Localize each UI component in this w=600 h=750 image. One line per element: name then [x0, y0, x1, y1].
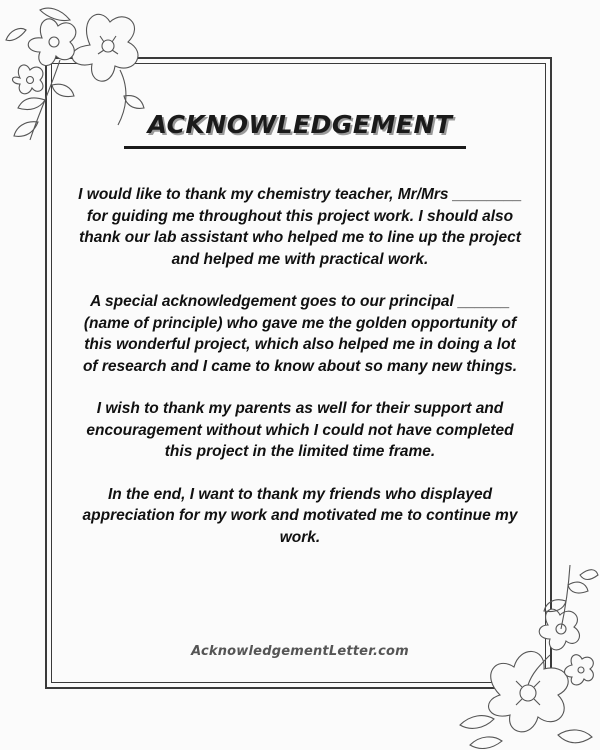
paragraph-friends: In the end, I want to thank my friends who displayed appreciation for my work and motivated me to continue my work.: [82, 485, 518, 546]
title-wrap: [0, 110, 600, 143]
footer-website: AcknowledgementLetter.com: [191, 644, 409, 659]
acknowledgement-body: [78, 184, 522, 569]
paragraph-teacher: I would like to thank my chemistry teacher, Mr/Mrs ________ for guiding me throughout this project work. I should also thank our lab assistant who helped me to line up the project and helped me with practical work.: [78, 186, 522, 268]
title-underline: [124, 146, 466, 149]
paragraph-parents: I wish to thank my parents as well for their support and encouragement without which I could not have completed this project in the limited time frame.: [86, 400, 514, 460]
page-title: ACKNOWLEDGEMENT: [147, 110, 453, 139]
paragraph-principal: A special acknowledgement goes to our principal ______ (name of principle) who gave me the golden opportunity of this wonderful project, which also helped me in doing a lot of research and I came to know about so many new things.: [82, 293, 518, 375]
